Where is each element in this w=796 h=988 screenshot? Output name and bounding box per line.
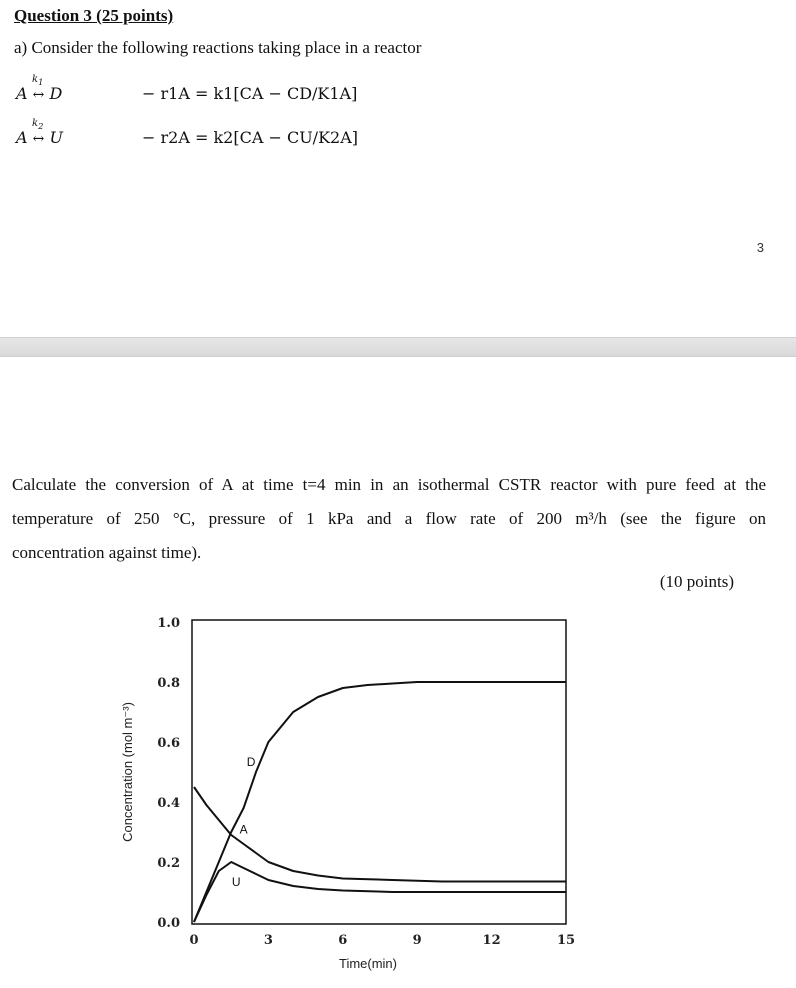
concentration-time-chart: [110, 600, 590, 980]
rate-equation-1: − r1A = k1[CA − CD/K1A]: [142, 84, 358, 103]
y-tick-label: 0.8: [157, 676, 180, 691]
reaction-1-rate-constant: $k_1$: [32, 74, 44, 87]
x-tick-label: 3: [263, 933, 273, 948]
series-line-A: [194, 787, 566, 882]
y-tick-label: 0.0: [157, 916, 180, 931]
series-line-U: [194, 862, 566, 922]
series-line-D: [194, 682, 566, 922]
y-tick-label: 0.2: [157, 856, 180, 871]
series-label-D: D: [246, 755, 256, 769]
y-tick-label: 1.0: [157, 616, 180, 631]
x-tick-label: 9: [412, 933, 422, 948]
x-tick-label: 6: [338, 933, 348, 948]
rate-equation-2: − r2A = k2[CA − CU/K2A]: [142, 128, 358, 147]
reaction-1: [16, 74, 63, 103]
reaction-2: [16, 118, 63, 147]
x-axis-label: Time(min): [338, 956, 398, 971]
y-axis-label: Concentration (mol m⁻³): [120, 702, 135, 842]
problem-line-3: concentration against time).: [12, 543, 202, 562]
y-tick-label: 0.4: [157, 796, 180, 811]
points-label: (10 points): [659, 572, 734, 591]
x-tick-label: 12: [482, 933, 501, 948]
x-tick-label: 0: [189, 933, 199, 948]
series-label-A: A: [239, 822, 248, 837]
reaction-1-reactant: A: [16, 84, 28, 103]
part-a-text: a) Consider the following reactions taking place in a reactor: [14, 38, 422, 57]
plot-frame: [192, 620, 566, 924]
y-tick-label: 0.6: [157, 736, 180, 751]
reversible-arrow-icon: ↔: [32, 131, 45, 147]
question-title: Question 3 (25 points): [14, 6, 174, 25]
x-tick-label: 15: [556, 933, 576, 948]
problem-line-1: Calculate the conversion of A at time t=4 min in an isothermal CSTR reactor with pure feed at the: [12, 475, 766, 494]
reversible-arrow-icon: ↔: [32, 87, 45, 103]
problem-line-2: temperature of 250 °C, pressure of 1 kPa and a flow rate of 200 m³/h (see the figure on: [12, 509, 766, 528]
problem-statement: [12, 468, 766, 570]
series-label-U: U: [231, 875, 241, 889]
page-divider: [0, 337, 796, 357]
reaction-2-product: U: [49, 128, 63, 147]
reaction-2-reactant: A: [16, 128, 28, 147]
page-number: 3: [756, 240, 764, 255]
reaction-2-rate-constant: $k_2$: [32, 118, 44, 131]
reaction-1-product: D: [49, 84, 63, 103]
